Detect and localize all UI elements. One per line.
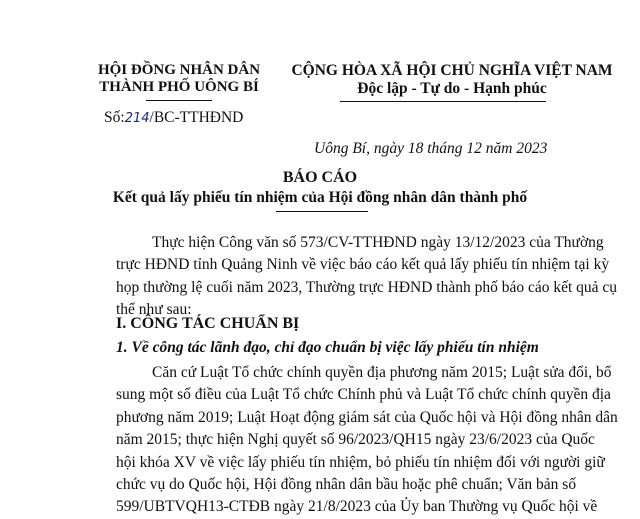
document-subtitle: Kết quả lấy phiếu tín nhiệm của Hội đồng nhân dân thành phố [112, 189, 528, 206]
subsection-heading: 1. Về công tác lãnh đạo, chỉ đạo chuẩn bị việc lấy phiếu tín nhiệm [116, 339, 539, 356]
body-line: 599/UBTVQH13-CTĐB ngày 21/8/2023 của Ủy ban Thường vụ Quốc hội về [116, 498, 598, 516]
document-number [104, 109, 243, 127]
body-line: Căn cứ Luật Tổ chức chính quyền địa phương năm 2015; Luật sửa đổi, bổ [152, 364, 612, 381]
left-header-underline [146, 100, 212, 101]
nation-title: CỘNG HÒA XÃ HỘI CHỦ NGHĨA VIỆT NAM [291, 62, 613, 79]
right-header-underline [340, 101, 546, 102]
intro-line: thể như sau: [116, 301, 192, 319]
body-line: chức vụ do Quốc hội, Hội đồng nhân dân bầu hoặc phê chuẩn; Văn bản số [116, 476, 577, 494]
body-paragraph [116, 362, 618, 519]
document-title: BÁO CÁO [282, 169, 358, 186]
section-heading: I. CÔNG TÁC CHUẨN BỊ [116, 315, 300, 332]
council-name: HỘI ĐỒNG NHÂN DÂN [97, 62, 261, 78]
nation-motto: Độc lập - Tự do - Hạnh phúc [357, 80, 547, 97]
body-line: sung một số điều của Luật Tổ chức Chính phủ và Luật Tổ chức chính quyền địa [116, 386, 611, 404]
doc-number-suffix: /BC-TTHĐND [149, 109, 244, 126]
body-line: phương năm 2019; Luật Hoạt động giám sát của Quốc hội và Hội đồng nhân dân [116, 408, 618, 426]
intro-line: trực HĐND tỉnh Quảng Ninh về việc báo cáo kết quả lấy phiếu tín nhiệm tại kỳ [116, 256, 610, 274]
doc-number-handwritten: 214 [124, 111, 150, 126]
body-line: hội khóa XV về việc lấy phiếu tín nhiệm, bỏ phiếu tín nhiệm đối với người giữ [116, 453, 605, 471]
intro-line: Thực hiện Công văn số 573/CV-TTHĐND ngày 13/12/2023 của Thường [152, 234, 604, 251]
intro-line: họp thường lệ cuối năm 2023, Thường trực HĐND thành phố báo cáo kết quả cụ [116, 278, 618, 296]
title-underline [276, 211, 368, 212]
place-date: Uông Bí, ngày 18 tháng 12 năm 2023 [314, 140, 548, 157]
city-name: THÀNH PHỐ UÔNG BÍ [99, 79, 259, 95]
intro-paragraph [116, 232, 618, 322]
body-line: năm 2015; thực hiện Nghị quyết số 96/2023/QH15 ngày 23/6/2023 của Quốc [116, 431, 595, 449]
doc-number-prefix: Số: [104, 109, 125, 126]
